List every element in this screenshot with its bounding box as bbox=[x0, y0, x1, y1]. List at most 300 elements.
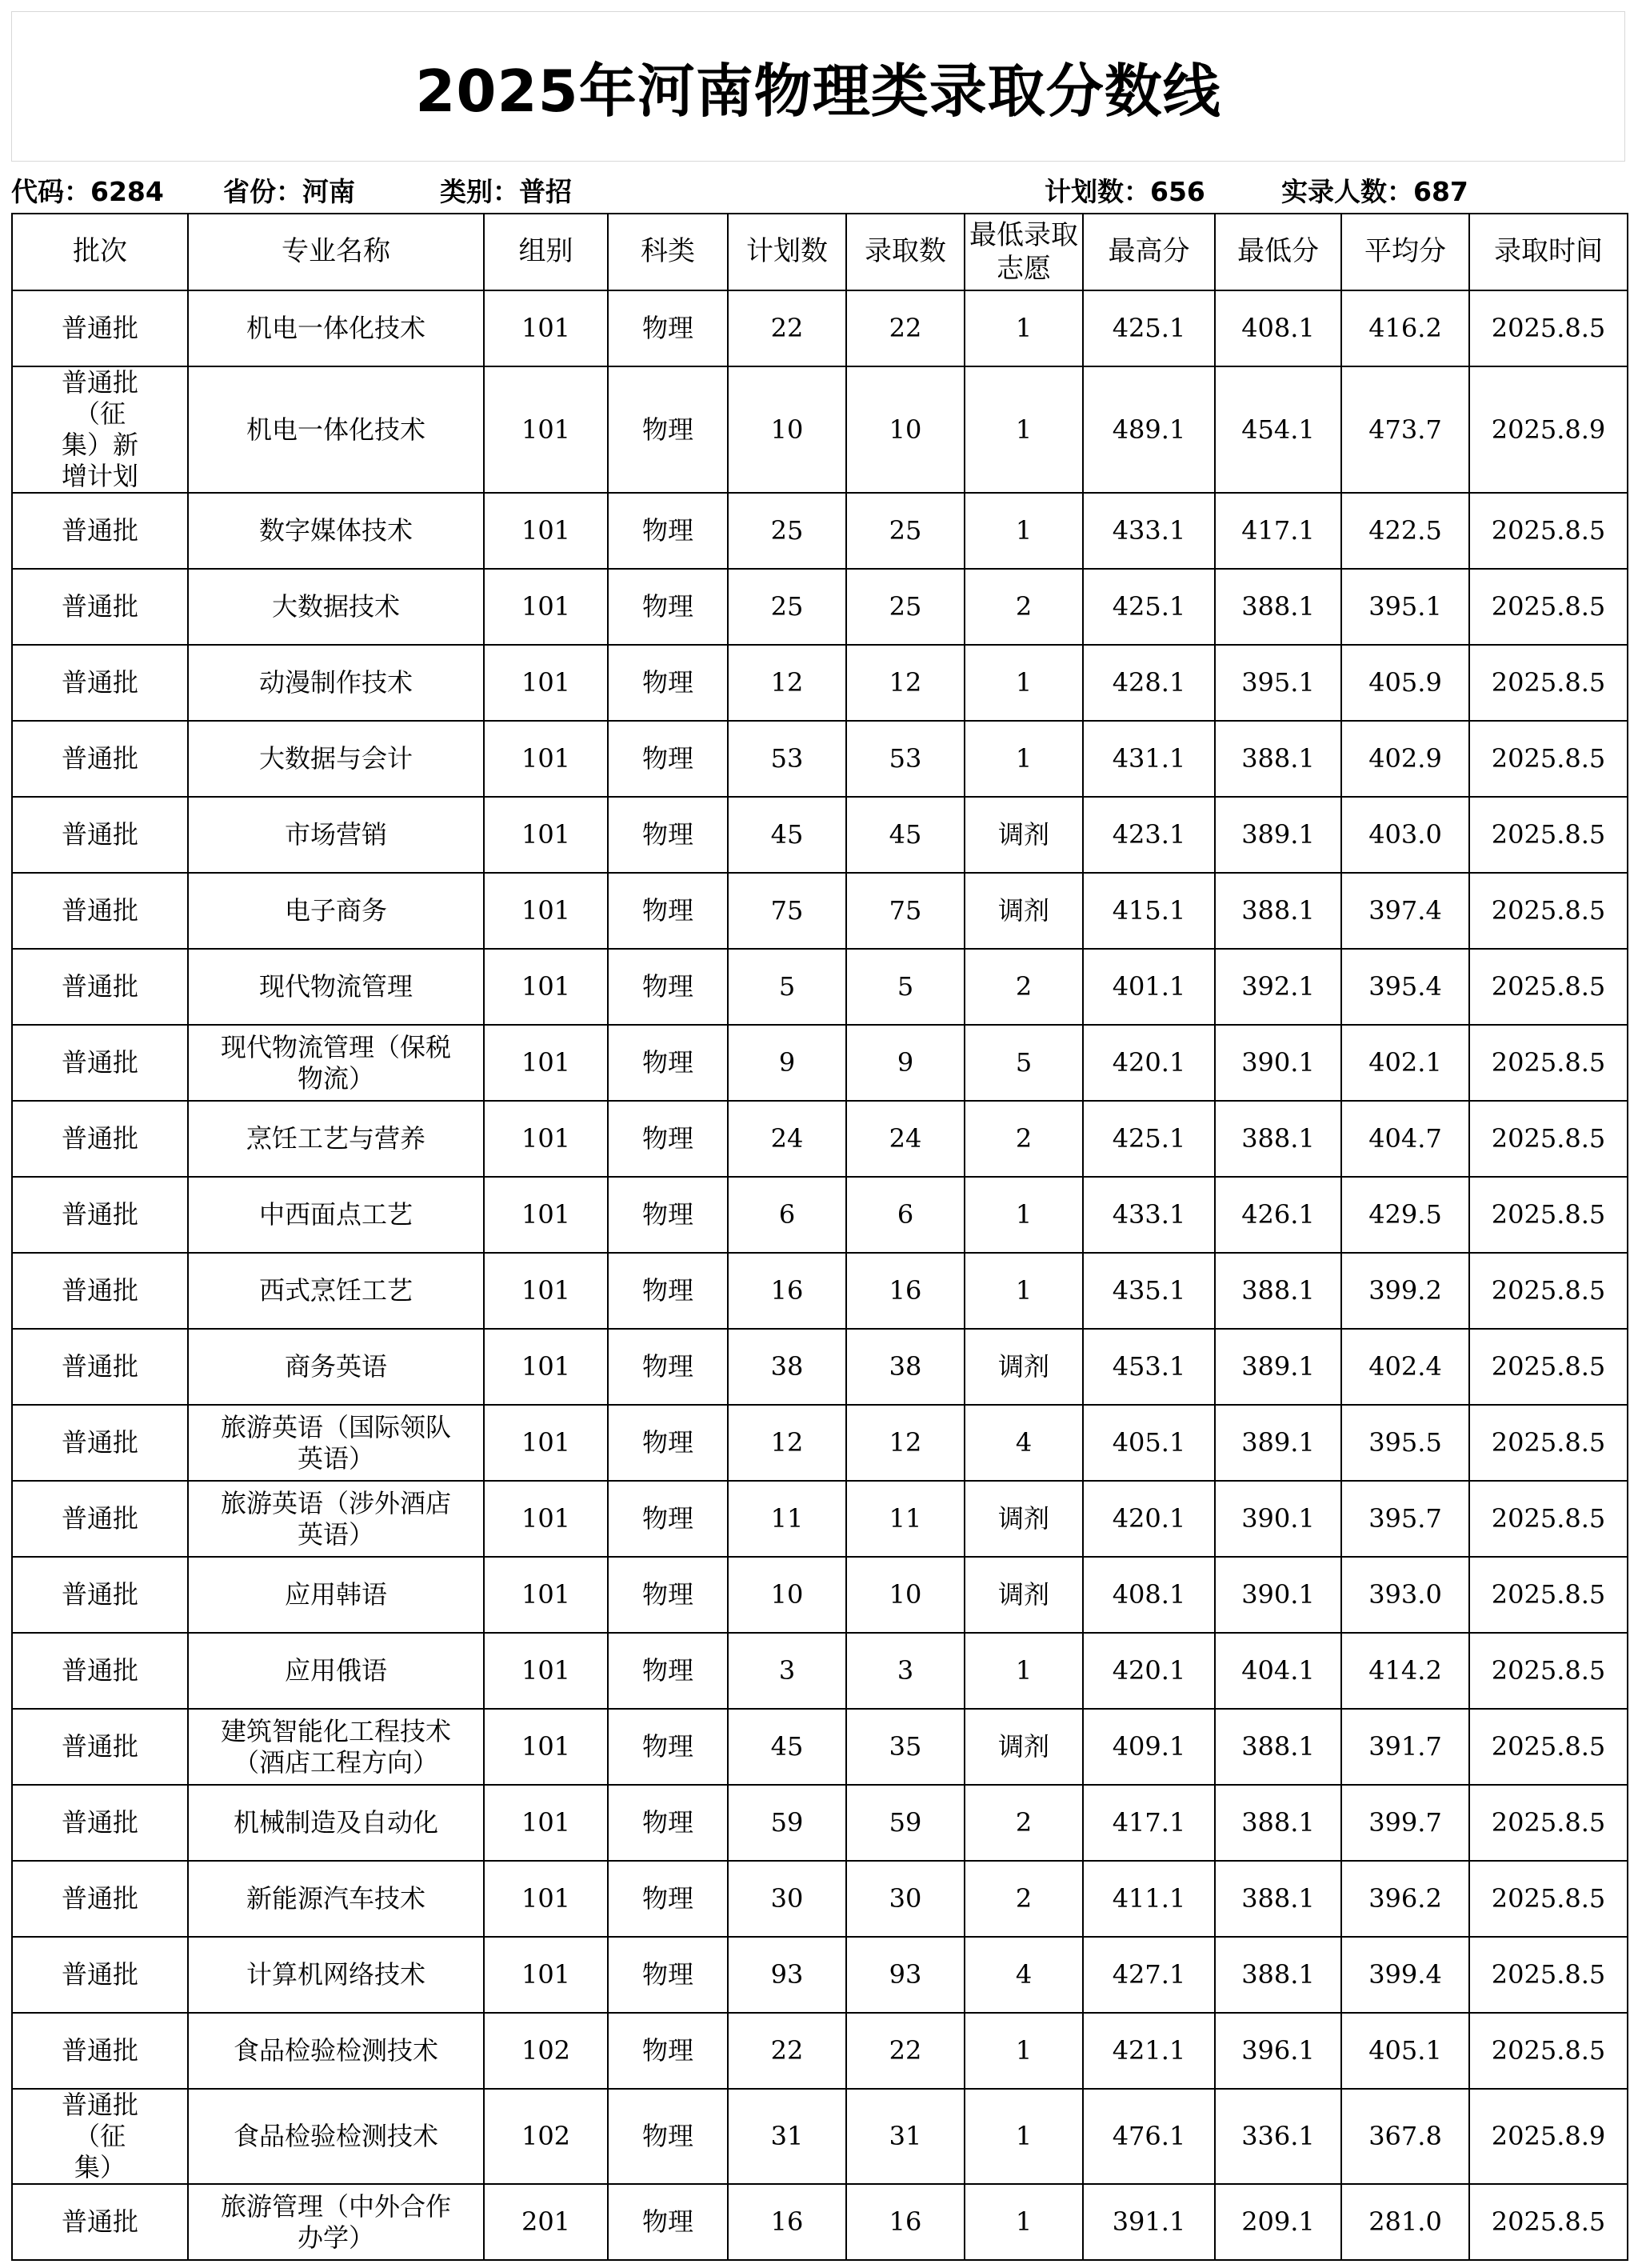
cell-avg-score-text: 367.8 bbox=[1368, 2121, 1442, 2152]
cell-min-choice bbox=[965, 1025, 1083, 1101]
cell-subject bbox=[608, 2013, 728, 2089]
cell-avg-score-text: 404.7 bbox=[1368, 1123, 1442, 1154]
cell-max-score bbox=[1083, 1633, 1215, 1709]
cell-min-score bbox=[1215, 1861, 1341, 1937]
column-header-min-choice-text: 最低录取志愿 bbox=[969, 218, 1078, 285]
cell-max-score bbox=[1083, 366, 1215, 493]
cell-date bbox=[1469, 1329, 1628, 1405]
cell-avg-score-text: 399.2 bbox=[1368, 1275, 1442, 1306]
cell-subject bbox=[608, 1861, 728, 1937]
column-header-min-score: 最低分 bbox=[1215, 214, 1341, 290]
cell-admitted bbox=[846, 1785, 965, 1861]
cell-avg-score bbox=[1341, 2013, 1469, 2089]
cell-major-text: 烹饪工艺与营养 bbox=[246, 1123, 425, 1154]
cell-date-text: 2025.8.5 bbox=[1491, 1199, 1606, 1230]
cell-subject-text: 物理 bbox=[641, 1199, 693, 1230]
cell-max-score-text: 476.1 bbox=[1112, 2121, 1186, 2152]
cell-plan-text: 16 bbox=[770, 1275, 804, 1306]
cell-min-choice-text: 调剂 bbox=[997, 1579, 1049, 1610]
cell-min-choice bbox=[965, 1481, 1083, 1557]
cell-major bbox=[188, 1557, 484, 1633]
cell-avg-score-text: 422.5 bbox=[1368, 515, 1442, 546]
cell-avg-score bbox=[1341, 366, 1469, 493]
cell-batch-text: 普通批 bbox=[61, 1503, 138, 1534]
cell-date-text: 2025.8.5 bbox=[1491, 2035, 1606, 2066]
cell-subject-text: 物理 bbox=[641, 819, 693, 850]
cell-admitted bbox=[846, 1557, 965, 1633]
cell-batch-text: 普通批 bbox=[61, 1427, 138, 1458]
column-header-batch: 批次 bbox=[12, 214, 188, 290]
table-row bbox=[12, 2013, 1628, 2089]
cell-group bbox=[484, 1253, 608, 1329]
cell-major-text: 新能源汽车技术 bbox=[246, 1883, 425, 1914]
cell-avg-score bbox=[1341, 873, 1469, 949]
cell-major-text: 电子商务 bbox=[284, 895, 387, 926]
cell-subject-text: 物理 bbox=[641, 1123, 693, 1154]
cell-group bbox=[484, 1937, 608, 2013]
cell-max-score bbox=[1083, 1177, 1215, 1253]
cell-avg-score bbox=[1341, 1405, 1469, 1481]
cell-subject-text: 物理 bbox=[641, 2035, 693, 2066]
cell-major-text: 西式烹饪工艺 bbox=[258, 1275, 413, 1306]
cell-batch-text: 普通批 bbox=[61, 2035, 138, 2066]
cell-subject-text: 物理 bbox=[641, 1503, 693, 1534]
cell-min-choice-text: 调剂 bbox=[997, 895, 1049, 926]
cell-min-score bbox=[1215, 2013, 1341, 2089]
cell-subject bbox=[608, 1709, 728, 1785]
cell-group-text: 101 bbox=[521, 515, 571, 546]
cell-min-choice-text: 1 bbox=[1015, 515, 1033, 546]
cell-min-choice-text: 调剂 bbox=[997, 1351, 1049, 1382]
cell-subject bbox=[608, 493, 728, 569]
cell-batch-text: 普通批 bbox=[61, 1959, 138, 1990]
cell-min-score bbox=[1215, 797, 1341, 873]
table-row bbox=[12, 1101, 1628, 1177]
cell-subject bbox=[608, 1329, 728, 1405]
cell-subject bbox=[608, 366, 728, 493]
cell-min-choice bbox=[965, 873, 1083, 949]
table-row bbox=[12, 1861, 1628, 1937]
cell-min-score bbox=[1215, 2089, 1341, 2184]
cell-min-choice bbox=[965, 1557, 1083, 1633]
cell-batch-text: 普通批 bbox=[61, 895, 138, 926]
cell-batch bbox=[12, 2089, 188, 2184]
cell-date-text: 2025.8.5 bbox=[1491, 1351, 1606, 1382]
cell-date-text: 2025.8.5 bbox=[1491, 2206, 1606, 2238]
cell-avg-score-text: 402.9 bbox=[1368, 743, 1442, 774]
cell-batch bbox=[12, 1785, 188, 1861]
cell-min-choice-text: 1 bbox=[1015, 667, 1033, 698]
cell-min-score bbox=[1215, 1557, 1341, 1633]
cell-group-text: 101 bbox=[521, 1123, 571, 1154]
cell-avg-score bbox=[1341, 721, 1469, 797]
cell-plan-text: 93 bbox=[770, 1959, 804, 1990]
cell-min-choice-text: 1 bbox=[1015, 2035, 1033, 2066]
cell-major bbox=[188, 493, 484, 569]
cell-major-text: 中西面点工艺 bbox=[258, 1199, 413, 1230]
cell-admitted-text: 53 bbox=[889, 743, 922, 774]
cell-major-text: 机械制造及自动化 bbox=[233, 1807, 438, 1838]
cell-max-score-text: 428.1 bbox=[1112, 667, 1186, 698]
cell-min-choice bbox=[965, 1101, 1083, 1177]
cell-admitted-text: 38 bbox=[889, 1351, 922, 1382]
cell-plan-text: 24 bbox=[770, 1123, 804, 1154]
cell-plan-text: 59 bbox=[770, 1807, 804, 1838]
cell-major bbox=[188, 2184, 484, 2260]
table-row bbox=[12, 366, 1628, 493]
cell-date-text: 2025.8.5 bbox=[1491, 1427, 1606, 1458]
cell-plan-text: 9 bbox=[778, 1047, 796, 1078]
cell-plan bbox=[728, 1405, 846, 1481]
cell-group bbox=[484, 873, 608, 949]
admission-score-table bbox=[11, 213, 1628, 2261]
cell-max-score-text: 425.1 bbox=[1112, 1123, 1186, 1154]
cell-date-text: 2025.8.5 bbox=[1491, 895, 1606, 926]
cell-date bbox=[1469, 1481, 1628, 1557]
cell-group-text: 101 bbox=[521, 591, 571, 622]
cell-group bbox=[484, 1861, 608, 1937]
cell-group-text: 101 bbox=[521, 414, 571, 445]
cell-date bbox=[1469, 2089, 1628, 2184]
cell-major bbox=[188, 366, 484, 493]
cell-group-text: 102 bbox=[521, 2121, 571, 2152]
cell-max-score-text: 435.1 bbox=[1112, 1275, 1186, 1306]
cell-max-score bbox=[1083, 2184, 1215, 2260]
cell-subject-text: 物理 bbox=[641, 667, 693, 698]
cell-min-choice bbox=[965, 1709, 1083, 1785]
cell-max-score-text: 431.1 bbox=[1112, 743, 1186, 774]
cell-min-choice bbox=[965, 2184, 1083, 2260]
cell-group bbox=[484, 1329, 608, 1405]
cell-avg-score-text: 414.2 bbox=[1368, 1655, 1442, 1686]
cell-batch bbox=[12, 1633, 188, 1709]
cell-subject bbox=[608, 569, 728, 645]
cell-min-score bbox=[1215, 1177, 1341, 1253]
cell-admitted-text: 16 bbox=[889, 2206, 922, 2238]
table-row bbox=[12, 1937, 1628, 2013]
cell-max-score-text: 420.1 bbox=[1112, 1047, 1186, 1078]
cell-min-score bbox=[1215, 366, 1341, 493]
table-row bbox=[12, 1709, 1628, 1785]
cell-plan bbox=[728, 873, 846, 949]
cell-max-score-text: 415.1 bbox=[1112, 895, 1186, 926]
cell-avg-score bbox=[1341, 569, 1469, 645]
cell-min-score-text: 388.1 bbox=[1241, 591, 1315, 622]
cell-group-text: 101 bbox=[521, 743, 571, 774]
cell-group-text: 101 bbox=[521, 1807, 571, 1838]
cell-min-choice-text: 4 bbox=[1015, 1427, 1033, 1458]
cell-admitted bbox=[846, 1633, 965, 1709]
cell-plan-text: 38 bbox=[770, 1351, 804, 1382]
cell-batch bbox=[12, 366, 188, 493]
cell-max-score-text: 408.1 bbox=[1112, 1579, 1186, 1610]
cell-group-text: 101 bbox=[521, 1047, 571, 1078]
table-row bbox=[12, 873, 1628, 949]
cell-avg-score bbox=[1341, 493, 1469, 569]
cell-admitted bbox=[846, 873, 965, 949]
cell-group-text: 101 bbox=[521, 1959, 571, 1990]
cell-date bbox=[1469, 797, 1628, 873]
cell-plan-text: 75 bbox=[770, 895, 804, 926]
cell-date-text: 2025.8.5 bbox=[1491, 1275, 1606, 1306]
cell-major bbox=[188, 1785, 484, 1861]
cell-batch bbox=[12, 721, 188, 797]
cell-batch-text: 普通批 bbox=[61, 971, 138, 1002]
cell-admitted-text: 25 bbox=[889, 515, 922, 546]
cell-max-score bbox=[1083, 1709, 1215, 1785]
cell-max-score bbox=[1083, 1481, 1215, 1557]
cell-plan bbox=[728, 949, 846, 1025]
cell-min-choice bbox=[965, 1633, 1083, 1709]
cell-max-score-text: 417.1 bbox=[1112, 1807, 1186, 1838]
cell-plan-text: 10 bbox=[770, 1579, 804, 1610]
cell-min-choice bbox=[965, 366, 1083, 493]
cell-batch-text: 普通批 bbox=[61, 1731, 138, 1762]
cell-admitted bbox=[846, 2013, 965, 2089]
table-row bbox=[12, 1025, 1628, 1101]
cell-group bbox=[484, 1785, 608, 1861]
cell-batch-text: 普通批 bbox=[61, 515, 138, 546]
cell-subject-text: 物理 bbox=[641, 1351, 693, 1382]
cell-date-text: 2025.8.5 bbox=[1491, 1807, 1606, 1838]
cell-subject bbox=[608, 2184, 728, 2260]
cell-date-text: 2025.8.5 bbox=[1491, 1047, 1606, 1078]
cell-batch bbox=[12, 1253, 188, 1329]
cell-date bbox=[1469, 1101, 1628, 1177]
code-label: 代码：6284 bbox=[11, 176, 164, 207]
cell-date bbox=[1469, 2013, 1628, 2089]
cell-major bbox=[188, 1937, 484, 2013]
cell-plan bbox=[728, 1633, 846, 1709]
cell-plan bbox=[728, 1329, 846, 1405]
table-row bbox=[12, 949, 1628, 1025]
cell-subject bbox=[608, 721, 728, 797]
cell-min-choice-text: 调剂 bbox=[997, 819, 1049, 850]
cell-major-text: 动漫制作技术 bbox=[258, 667, 413, 698]
cell-major-text: 商务英语 bbox=[284, 1351, 387, 1382]
cell-plan-text: 45 bbox=[770, 1731, 804, 1762]
cell-major bbox=[188, 1633, 484, 1709]
cell-avg-score bbox=[1341, 1709, 1469, 1785]
cell-admitted bbox=[846, 290, 965, 366]
cell-admitted bbox=[846, 366, 965, 493]
cell-max-score-text: 425.1 bbox=[1112, 312, 1186, 343]
cell-min-choice bbox=[965, 1405, 1083, 1481]
cell-plan-text: 45 bbox=[770, 819, 804, 850]
cell-avg-score bbox=[1341, 949, 1469, 1025]
cell-min-choice-text: 2 bbox=[1015, 591, 1033, 622]
cell-group bbox=[484, 1405, 608, 1481]
cell-major bbox=[188, 1101, 484, 1177]
cell-major bbox=[188, 645, 484, 721]
category-label: 类别：普招 bbox=[440, 176, 572, 207]
cell-min-score bbox=[1215, 1329, 1341, 1405]
cell-date-text: 2025.8.5 bbox=[1491, 1579, 1606, 1610]
cell-avg-score-text: 399.4 bbox=[1368, 1959, 1442, 1990]
cell-min-choice-text: 1 bbox=[1015, 743, 1033, 774]
cell-plan-text: 6 bbox=[778, 1199, 796, 1230]
cell-min-score-text: 408.1 bbox=[1241, 312, 1315, 343]
cell-avg-score-text: 403.0 bbox=[1368, 819, 1442, 850]
cell-max-score-text: 401.1 bbox=[1112, 971, 1186, 1002]
cell-group bbox=[484, 797, 608, 873]
cell-max-score-text: 489.1 bbox=[1112, 414, 1186, 445]
cell-date-text: 2025.8.9 bbox=[1491, 2121, 1606, 2152]
cell-date bbox=[1469, 873, 1628, 949]
cell-max-score bbox=[1083, 873, 1215, 949]
cell-plan bbox=[728, 1557, 846, 1633]
cell-max-score-text: 425.1 bbox=[1112, 591, 1186, 622]
cell-major bbox=[188, 949, 484, 1025]
cell-plan-text: 11 bbox=[770, 1503, 804, 1534]
table-row bbox=[12, 797, 1628, 873]
cell-min-score-text: 454.1 bbox=[1241, 414, 1315, 445]
cell-plan bbox=[728, 2089, 846, 2184]
cell-subject bbox=[608, 1101, 728, 1177]
cell-group-text: 101 bbox=[521, 1503, 571, 1534]
cell-date-text: 2025.8.5 bbox=[1491, 1731, 1606, 1762]
cell-avg-score-text: 393.0 bbox=[1368, 1579, 1442, 1610]
cell-min-choice-text: 2 bbox=[1015, 971, 1033, 1002]
cell-min-score-text: 390.1 bbox=[1241, 1503, 1315, 1534]
cell-avg-score-text: 405.1 bbox=[1368, 2035, 1442, 2066]
cell-major-text: 机电一体化技术 bbox=[246, 312, 425, 343]
cell-max-score bbox=[1083, 1557, 1215, 1633]
cell-subject bbox=[608, 1481, 728, 1557]
cell-max-score-text: 427.1 bbox=[1112, 1959, 1186, 1990]
cell-avg-score-text: 399.7 bbox=[1368, 1807, 1442, 1838]
cell-date-text: 2025.8.5 bbox=[1491, 819, 1606, 850]
cell-admitted-text: 10 bbox=[889, 1579, 922, 1610]
cell-min-choice bbox=[965, 721, 1083, 797]
cell-plan bbox=[728, 569, 846, 645]
cell-plan bbox=[728, 2184, 846, 2260]
cell-subject-text: 物理 bbox=[641, 312, 693, 343]
cell-admitted-text: 5 bbox=[897, 971, 914, 1002]
cell-subject bbox=[608, 1557, 728, 1633]
cell-major bbox=[188, 2013, 484, 2089]
cell-group-text: 101 bbox=[521, 1655, 571, 1686]
cell-subject bbox=[608, 290, 728, 366]
cell-max-score-text: 409.1 bbox=[1112, 1731, 1186, 1762]
cell-group-text: 201 bbox=[521, 2206, 571, 2238]
cell-max-score bbox=[1083, 1329, 1215, 1405]
cell-major-text: 旅游管理（中外合作办学） bbox=[220, 2190, 451, 2253]
cell-date bbox=[1469, 1253, 1628, 1329]
cell-subject bbox=[608, 2089, 728, 2184]
cell-subject-text: 物理 bbox=[641, 1807, 693, 1838]
cell-subject-text: 物理 bbox=[641, 1655, 693, 1686]
cell-avg-score bbox=[1341, 1937, 1469, 2013]
cell-min-choice-text: 1 bbox=[1015, 312, 1033, 343]
cell-group-text: 101 bbox=[521, 667, 571, 698]
cell-date bbox=[1469, 1633, 1628, 1709]
cell-max-score bbox=[1083, 493, 1215, 569]
table-row bbox=[12, 290, 1628, 366]
table-row bbox=[12, 1557, 1628, 1633]
cell-min-choice bbox=[965, 1785, 1083, 1861]
cell-subject-text: 物理 bbox=[641, 1731, 693, 1762]
cell-min-score bbox=[1215, 1405, 1341, 1481]
cell-date bbox=[1469, 290, 1628, 366]
cell-date-text: 2025.8.5 bbox=[1491, 1959, 1606, 1990]
cell-admitted-text: 31 bbox=[889, 2121, 922, 2152]
cell-major-text: 建筑智能化工程技术（酒店工程方向） bbox=[220, 1715, 451, 1778]
cell-avg-score bbox=[1341, 1481, 1469, 1557]
cell-plan-text: 25 bbox=[770, 591, 804, 622]
cell-max-score bbox=[1083, 2013, 1215, 2089]
cell-admitted-text: 93 bbox=[889, 1959, 922, 1990]
cell-major bbox=[188, 2089, 484, 2184]
cell-plan-text: 16 bbox=[770, 2206, 804, 2238]
cell-plan-text: 30 bbox=[770, 1883, 804, 1914]
cell-plan bbox=[728, 493, 846, 569]
cell-min-choice-text: 1 bbox=[1015, 1655, 1033, 1686]
cell-date bbox=[1469, 1937, 1628, 2013]
cell-group-text: 101 bbox=[521, 1275, 571, 1306]
cell-group bbox=[484, 2013, 608, 2089]
cell-subject bbox=[608, 1785, 728, 1861]
cell-avg-score bbox=[1341, 1861, 1469, 1937]
cell-plan bbox=[728, 1861, 846, 1937]
cell-major bbox=[188, 721, 484, 797]
cell-admitted bbox=[846, 2184, 965, 2260]
cell-subject-text: 物理 bbox=[641, 515, 693, 546]
cell-max-score bbox=[1083, 1253, 1215, 1329]
cell-major bbox=[188, 569, 484, 645]
title-banner bbox=[11, 11, 1625, 162]
cell-subject bbox=[608, 1177, 728, 1253]
cell-batch bbox=[12, 1329, 188, 1405]
column-header-admitted: 录取数 bbox=[846, 214, 965, 290]
cell-plan-text: 25 bbox=[770, 515, 804, 546]
cell-group-text: 101 bbox=[521, 895, 571, 926]
cell-max-score bbox=[1083, 1785, 1215, 1861]
cell-batch bbox=[12, 873, 188, 949]
cell-subject-text: 物理 bbox=[641, 1959, 693, 1990]
cell-plan-text: 10 bbox=[770, 414, 804, 445]
cell-avg-score bbox=[1341, 1557, 1469, 1633]
cell-major bbox=[188, 1177, 484, 1253]
cell-major bbox=[188, 873, 484, 949]
cell-plan bbox=[728, 366, 846, 493]
cell-batch-text: 普通批 bbox=[61, 1351, 138, 1382]
cell-min-score bbox=[1215, 2184, 1341, 2260]
cell-group bbox=[484, 1557, 608, 1633]
cell-min-choice-text: 调剂 bbox=[997, 1503, 1049, 1534]
cell-batch bbox=[12, 1709, 188, 1785]
cell-admitted bbox=[846, 1937, 965, 2013]
cell-batch-text: 普通批（征集）新增计划 bbox=[61, 367, 138, 492]
cell-min-score bbox=[1215, 569, 1341, 645]
cell-batch bbox=[12, 1177, 188, 1253]
cell-avg-score bbox=[1341, 1177, 1469, 1253]
cell-batch bbox=[12, 569, 188, 645]
cell-min-score-text: 388.1 bbox=[1241, 895, 1315, 926]
cell-min-score bbox=[1215, 1785, 1341, 1861]
cell-batch-text: 普通批 bbox=[61, 1883, 138, 1914]
cell-date-text: 2025.8.5 bbox=[1491, 667, 1606, 698]
cell-date-text: 2025.8.5 bbox=[1491, 1655, 1606, 1686]
cell-date-text: 2025.8.5 bbox=[1491, 743, 1606, 774]
cell-min-choice bbox=[965, 2013, 1083, 2089]
cell-min-score-text: 390.1 bbox=[1241, 1579, 1315, 1610]
cell-subject-text: 物理 bbox=[641, 1047, 693, 1078]
cell-date-text: 2025.8.9 bbox=[1491, 414, 1606, 445]
cell-batch-text: 普通批 bbox=[61, 667, 138, 698]
cell-min-choice bbox=[965, 2089, 1083, 2184]
cell-date-text: 2025.8.5 bbox=[1491, 312, 1606, 343]
